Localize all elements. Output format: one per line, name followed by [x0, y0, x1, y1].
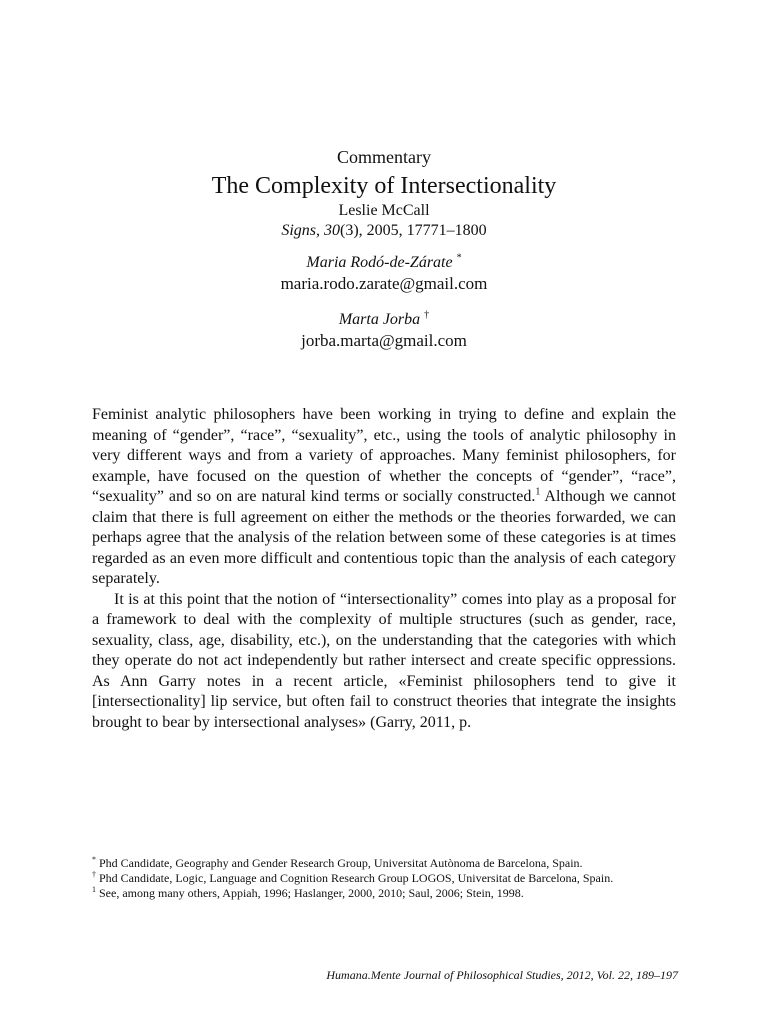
- article-title: The Complexity of Intersectionality: [211, 173, 557, 199]
- section-label: Commentary: [337, 147, 431, 167]
- body-paragraph: Feminist analytic philosophers have been working in trying to define and explain the meaning of “gender”, “race”, “sexuality”, etc., using the tools of analytic philosophy in very different ways and from a variety of approaches. Many feminist philosophers, for example, have focused on the question of whether the concepts of “gender”, “race”, “sexuality” and so on are natural kind terms or socially constructed.$^1$ Although we cannot claim that there is full agreement on either the methods or the theories forwarded, we can perhaps agree that the analysis of the relation between some of these categories is at times regarded as an even more difficult and contentious topic than the analysis of each category separately.: [92, 406, 676, 587]
- footnote-mark: 1: [92, 885, 96, 894]
- commentator-name: Maria Rodó-de-Zárate *: [306, 252, 462, 271]
- citation-volume: 30: [324, 222, 340, 239]
- source-citation: [0, 221, 768, 241]
- commentator-email[interactable]: maria.rodo.zarate@gmail.com: [280, 274, 488, 293]
- article-header: [0, 146, 768, 351]
- footnote: $^1$ See, among many others, Appiah, 1996; Haslanger, 2000, 2010; Saul, 2006; Stein, 1998.: [92, 885, 524, 900]
- commentator-name: Marta Jorba †: [338, 309, 430, 328]
- footnote-mark: *: [92, 855, 96, 864]
- footnote-mark: †: [424, 309, 430, 321]
- reviewed-author: Leslie McCall: [338, 202, 430, 219]
- running-footer: Humana.Mente Journal of Philosophical Studies, 2012, Vol. 22, 189–197: [326, 968, 678, 982]
- footnote-mark: †: [92, 870, 96, 879]
- footnotes: [92, 856, 676, 901]
- footnote: * Phd Candidate, Geography and Gender Research Group, Universitat Autònoma de Barcelona, Spain.: [92, 855, 583, 870]
- commentator-email[interactable]: jorba.marta@gmail.com: [301, 331, 467, 350]
- body-paragraph: It is at this point that the notion of “intersectionality” comes into play as a proposal for a framework to deal with the complexity of multiple structures (such as gender, race, sexuality, class, age, disability, etc.), on the understanding that the categories with which they operate do not act independently but rather intersect and create specific oppressions. As Ann Garry notes in a recent article, «Feminist philosophers tend to give it [intersectionality] lip service, but often fail to construct theories that integrate the insights brought to bear by intersectional analyses» (Garry, 2011, p.: [92, 590, 676, 731]
- citation-journal: Signs,: [281, 222, 320, 239]
- footnote-mark: *: [456, 252, 462, 264]
- citation-rest: (3), 2005, 17771–1800: [340, 222, 487, 239]
- footnote-ref[interactable]: 1: [535, 486, 541, 498]
- footnote: † Phd Candidate, Logic, Language and Cognition Research Group LOGOS, Universitat de Barcelona, Spain.: [92, 870, 614, 885]
- article-body: [92, 405, 676, 733]
